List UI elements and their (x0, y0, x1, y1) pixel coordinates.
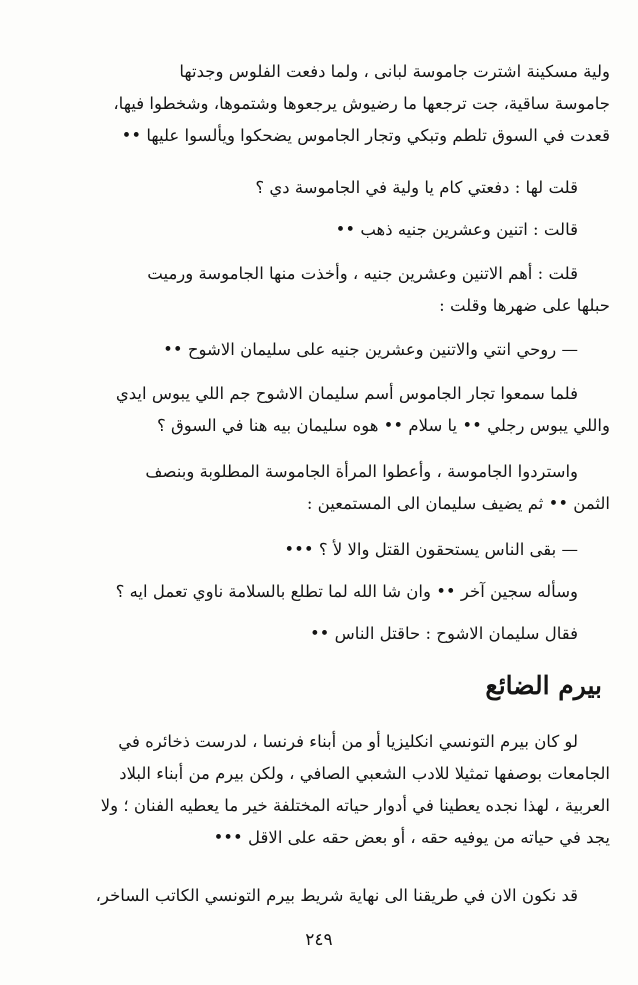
text-line: واستردوا الجاموسة ، وأعطوا المرأة الجاموسة المطلوبة وبنصف (145, 462, 578, 481)
paragraph-go-home (38, 334, 578, 366)
text-line: فلما سمعوا تجار الجاموس أسم سليمان الاشوح جم اللي يبوس ايدي (115, 384, 578, 403)
page-number: ٢٤٩ (305, 930, 333, 950)
text-line: العربية ، لهذا نجده يعطينا في أدوار حياته المختلفة خير ما يعطيه الفنان ؛ ولا (100, 796, 610, 815)
text-line: واللي يبوس رجلي •• يا سلام •• هوه سليمان بيه هنا في السوق ؟ (156, 416, 610, 435)
text-line: يجد في حياته من يوفيه حقه ، أو بعض حقه على الاقل ••• (213, 828, 610, 847)
paragraph-payment (38, 258, 610, 322)
text-line: الجامعات بوصفها تمثيلا للادب الشعبي الصافي ، ولكن بيرم من أبناء البلاد (119, 764, 610, 783)
paragraph-returned (38, 456, 610, 520)
paragraph-merchants (38, 378, 610, 442)
text-line: ولية مسكينة اشترت جاموسة لبانى ، ولما دفعت الفلوس وجدتها (179, 62, 610, 81)
text-line: قد نكون الان في طريقنا الى نهاية شريط بيرم التونسي الكاتب الساخر، (95, 886, 578, 905)
paragraph-widow-story (38, 56, 610, 152)
text-line: حبلها على ضهرها وقلت : (439, 296, 610, 315)
section-heading: بيرم الضائع (485, 671, 602, 700)
text-line: لو كان بيرم التونسي انكليزيا أو من أبناء فرنسا ، لدرست ذخائره في (118, 732, 578, 751)
text-line: — بقى الناس يستحقون القتل والا لأ ؟ ••• (284, 540, 578, 559)
text-line: قالت : اتنين وعشرين جنيه ذهب •• (335, 220, 578, 239)
text-line: الثمن •• ثم يضيف سليمان الى المستمعين : (306, 494, 610, 513)
paragraph-another-prisoner (38, 576, 578, 608)
paragraph-killing (38, 534, 578, 566)
text-line: قعدت في السوق تلطم وتبكي وتجار الجاموس يضحكوا ويألسوا عليها •• (121, 126, 610, 145)
paragraph-closing (38, 880, 610, 912)
text-line: قلت لها : دفعتي كام يا ولية في الجاموسة دي ؟ (255, 178, 578, 197)
text-line: — روحي انتي والاتنين وعشرين جنيه على سليمان الاشوح •• (163, 340, 578, 359)
paragraph-answer (38, 214, 578, 246)
text-line: جاموسة ساقية، جت ترجعها ما رضيوش يرجعوها وشتموها، وشخطوا فيها، (113, 94, 610, 113)
paragraph-bayram-intro (38, 726, 610, 854)
paragraph-question (38, 172, 578, 204)
text-line: فقال سليمان الاشوح : حاقتل الناس •• (309, 624, 578, 643)
text-line: قلت : أهم الاتنين وعشرين جنيه ، وأخذت منها الجاموسة ورميت (147, 264, 578, 283)
paragraph-ashwah-reply (38, 618, 578, 650)
text-line: وسأله سجين آخر •• وان شا الله لما تطلع بالسلامة ناوي تعمل ايه ؟ (115, 582, 578, 601)
